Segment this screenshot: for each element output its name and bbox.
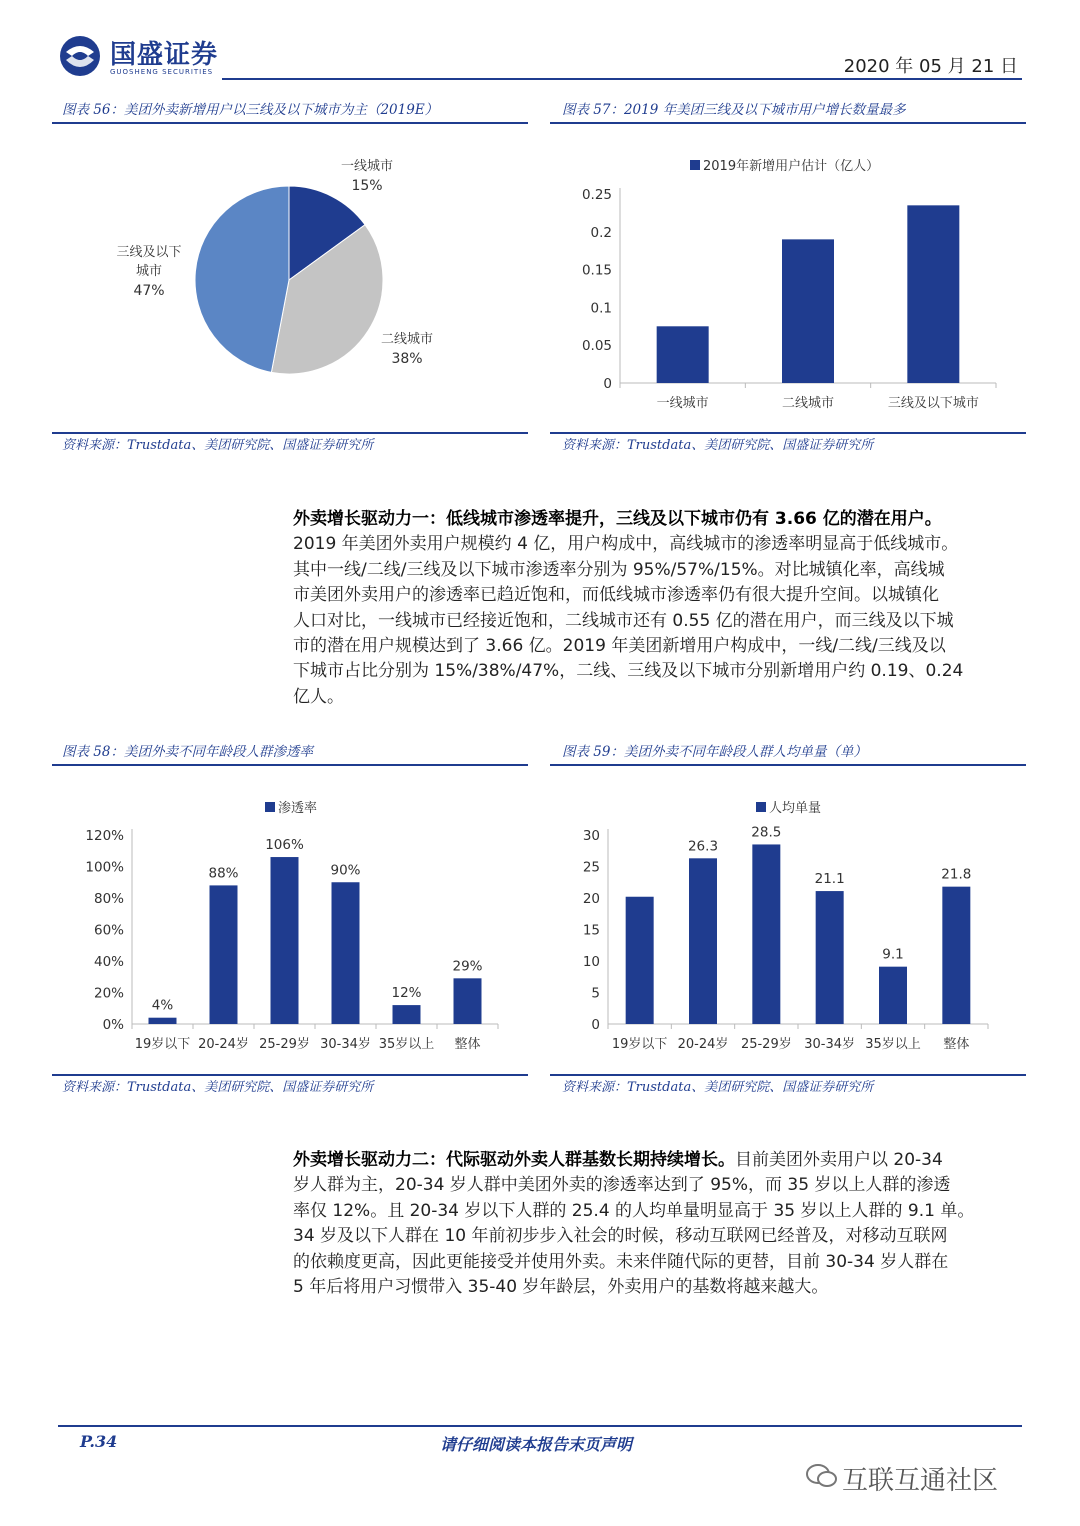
bar <box>782 239 834 383</box>
fig56-caption-line <box>52 122 528 124</box>
y-tick-label: 0.2 <box>590 224 612 241</box>
pie-label-tier1-name: 一线城市 <box>340 159 394 174</box>
para1-line: 2019 年美团外卖用户规模约 4 亿，用户构成中，高线城市的渗透率明显高于低线城市。 <box>293 534 959 555</box>
y-tick-label: 0 <box>603 376 612 392</box>
y-tick-label: 0.1 <box>590 300 612 317</box>
data-label: 21.8 <box>941 866 972 883</box>
bar <box>752 844 780 1024</box>
fig59-caption: 图表 59：美团外卖不同年龄段人群人均单量（单） <box>562 744 867 760</box>
pie-label-tier2-value: 38% <box>391 351 423 367</box>
fig57-source: 资料来源：Trustdata、美团研究院、国盛证券研究所 <box>562 438 874 453</box>
x-category-label: 25-29岁 <box>740 1037 792 1052</box>
report-date: 2020 年 05 月 21 日 <box>843 56 1018 77</box>
data-label: 21.1 <box>814 871 845 888</box>
bar <box>626 897 654 1024</box>
y-tick-label: 0.05 <box>581 338 612 355</box>
x-category-label: 25-29岁 <box>259 1037 310 1052</box>
bar <box>210 885 238 1024</box>
watermark-text: 互联互通社区 <box>842 1466 999 1496</box>
legend-label: 2019年新增用户估计（亿人） <box>703 159 880 174</box>
x-category-label: 二线城市 <box>781 396 835 411</box>
pie-label-tier3-name-1: 三线及以下 <box>116 245 182 260</box>
x-category-label: 整体 <box>454 1037 481 1052</box>
paragraph-driver-two-heading: 外卖增长驱动力二：代际驱动外卖人群基数长期持续增长。 <box>293 1150 735 1170</box>
bar <box>454 978 482 1024</box>
data-label: 28.5 <box>751 824 782 841</box>
paragraph-driver-two <box>293 1148 1019 1300</box>
fig56-caption: 图表 56：美团外卖新增用户以三线及以下城市为主（2019E） <box>62 102 439 118</box>
y-tick-label: 40% <box>93 954 124 970</box>
legend-swatch <box>690 160 700 170</box>
data-label: 9.1 <box>882 946 904 963</box>
fig56-source: 资料来源：Trustdata、美团研究院、国盛证券研究所 <box>62 438 374 453</box>
y-tick-label: 80% <box>93 891 124 907</box>
bar <box>657 326 709 383</box>
bar <box>942 887 970 1024</box>
fig58-caption: 图表 58：美团外卖不同年龄段人群渗透率 <box>62 744 313 760</box>
bar <box>393 1005 421 1024</box>
fig59-bar-chart <box>550 772 1026 1072</box>
company-name: 国盛证券 <box>110 40 219 70</box>
para1-line: 人口对比，一线城市已经接近饱和，二线城市还有 0.55 亿的潜在用户，而三线及以下城 <box>293 610 954 631</box>
y-tick-label: 25 <box>582 859 600 876</box>
fig57-caption-line <box>550 122 1026 124</box>
y-tick-label: 5 <box>591 985 600 1002</box>
y-tick-label: 0% <box>102 1017 124 1033</box>
x-category-label: 35岁以上 <box>865 1037 921 1052</box>
data-label: 88% <box>208 865 239 882</box>
y-tick-label: 30 <box>582 828 600 844</box>
bar <box>149 1018 177 1024</box>
para1-line: 市美团外卖用户的渗透率已趋近饱和，而低线城市渗透率仍有很大提升空间。以城镇化 <box>293 585 939 606</box>
fig57-caption: 图表 57：2019 年美团三线及以下城市用户增长数量最多 <box>562 102 906 118</box>
y-tick-label: 15 <box>582 922 600 939</box>
legend-swatch <box>756 802 766 812</box>
pie-slice <box>195 186 289 372</box>
legend-label: 渗透率 <box>278 801 318 816</box>
fig59-source: 资料来源：Trustdata、美团研究院、国盛证券研究所 <box>562 1080 874 1095</box>
y-tick-label: 10 <box>582 954 600 970</box>
data-label: 90% <box>330 862 361 879</box>
x-category-label: 30-34岁 <box>804 1037 856 1052</box>
data-label: 29% <box>452 958 483 975</box>
footer-disclaimer-note: 请仔细阅读本报告末页声明 <box>440 1435 633 1454</box>
fig58-caption-line <box>52 764 528 766</box>
y-tick-label: 20 <box>582 891 600 907</box>
data-label: 12% <box>391 985 422 1002</box>
fig58-bar-chart <box>52 772 528 1072</box>
paragraph-driver-one-heading: 外卖增长驱动力一：低线城市渗透率提升，三线及以下城市仍有 3.66 亿的潜在用户。 <box>293 509 942 529</box>
fig57-bar-chart <box>550 130 1026 430</box>
para2-line: 率仅 12%。且 20-34 岁以下人群的 25.4 的人均单量明显高于 35 岁以上人群的 9.1 单。 <box>293 1200 975 1221</box>
paragraph-driver-one <box>293 507 1019 710</box>
para1-line: 下城市占比分别为 15%/38%/47%，二线、三线及以下城市分别新增用户约 0.19、0.24 <box>293 661 964 682</box>
pie-label-tier3-value: 47% <box>133 283 165 299</box>
y-tick-label: 0.15 <box>581 262 612 279</box>
x-category-label: 19岁以下 <box>134 1037 191 1052</box>
pie-label-tier1-value: 15% <box>351 178 383 194</box>
pie-label-tier3-name-2: 城市 <box>135 264 163 279</box>
bar <box>332 882 360 1024</box>
x-category-label: 20-24岁 <box>677 1037 729 1052</box>
company-name-en: GUOSHENG SECURITIES <box>110 68 214 76</box>
para2-line: 5 年后将用户习惯带入 35-40 岁年龄层，外卖用户的基数将越来越大。 <box>293 1277 829 1298</box>
data-label: 4% <box>151 997 174 1014</box>
x-category-label: 整体 <box>943 1037 970 1052</box>
footer-divider <box>58 1425 1022 1427</box>
y-tick-label: 0.25 <box>581 187 612 203</box>
fig59-caption-line <box>550 764 1026 766</box>
page-number: P.34 <box>80 1432 118 1451</box>
y-tick-label: 60% <box>93 922 124 939</box>
para2-first-line-rest: 目前美团外卖用户以 20-34 <box>735 1150 943 1170</box>
para1-line: 亿人。 <box>293 686 344 707</box>
x-category-label: 一线城市 <box>656 396 709 411</box>
data-label: 106% <box>265 837 304 854</box>
data-label: 26.3 <box>687 838 719 855</box>
para2-line: 的依赖度更高，因此更能接受并使用外卖。未来伴随代际的更替，目前 30-34 岁人群在 <box>293 1251 949 1272</box>
y-tick-label: 20% <box>93 985 124 1002</box>
x-category-label: 19岁以下 <box>611 1037 668 1052</box>
x-category-label: 20-24岁 <box>198 1037 249 1052</box>
bar <box>689 858 717 1024</box>
y-tick-label: 120% <box>85 828 124 844</box>
y-tick-label: 100% <box>85 859 124 876</box>
x-category-label: 35岁以上 <box>378 1037 435 1052</box>
fig58-source: 资料来源：Trustdata、美团研究院、国盛证券研究所 <box>62 1080 374 1095</box>
legend-swatch <box>265 802 275 812</box>
bar <box>816 891 844 1024</box>
para2-line: 岁人群为主，20-34 岁人群中美团外卖的渗透率达到了 95%，而 35 岁以上人群的渗透 <box>293 1175 951 1196</box>
legend-label: 人均单量 <box>769 801 822 816</box>
x-category-label: 三线及以下城市 <box>887 396 979 411</box>
fig56-pie-chart <box>52 130 528 430</box>
header-divider <box>222 78 1022 80</box>
bar <box>271 857 299 1024</box>
wechat-icon <box>806 1462 838 1490</box>
company-logo-icon <box>58 34 104 78</box>
bar <box>907 205 959 383</box>
pie-label-tier2-name: 二线城市 <box>380 332 434 347</box>
y-tick-label: 0 <box>591 1017 600 1033</box>
para1-line: 其中一线/二线/三线及以下城市渗透率分别为 95%/57%/15%。对比城镇化率，高线城 <box>293 559 945 580</box>
para2-line: 34 岁及以下人群在 10 年前初步步入社会的时候，移动互联网已经普及，对移动互联网 <box>293 1226 948 1247</box>
para1-line: 市的潜在用户规模达到了 3.66 亿。2019 年美团新增用户构成中，一线/二线/三线及以 <box>293 636 946 657</box>
bar <box>879 967 907 1024</box>
x-category-label: 30-34岁 <box>320 1037 371 1052</box>
